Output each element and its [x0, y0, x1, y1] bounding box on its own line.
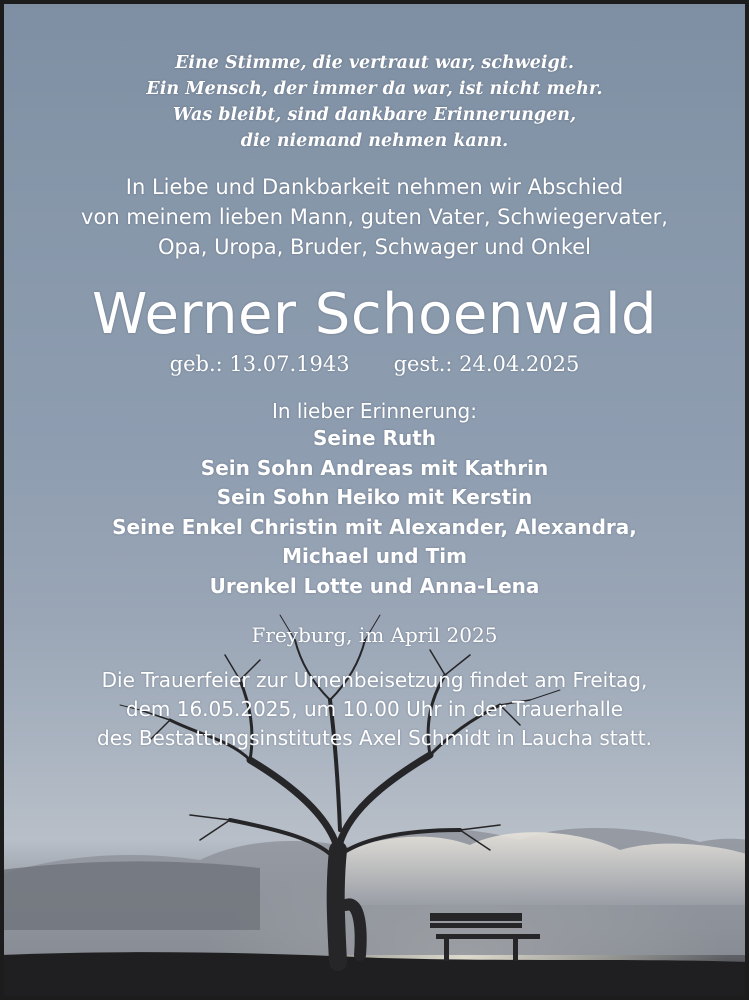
death-date: gest.: 24.04.2025 — [393, 352, 580, 376]
mourner-line: Seine Enkel Christin mit Alexander, Alexandra, — [112, 514, 637, 539]
poem-line: Eine Stimme, die vertraut war, schweigt. — [175, 53, 574, 73]
mourners-list — [0, 424, 749, 601]
poem-line: Ein Mensch, der immer da war, ist nicht mehr. — [146, 79, 603, 99]
intro-line: In Liebe und Dankbarkeit nehmen wir Abschied — [125, 175, 624, 199]
poem-line: Was bleibt, sind dankbare Erinnerungen, — [172, 105, 577, 125]
mourner-line: Sein Sohn Heiko mit Kerstin — [216, 485, 533, 509]
farewell-intro — [0, 172, 749, 262]
mourner-line: Michael und Tim — [282, 544, 467, 568]
poem — [0, 50, 749, 154]
funeral-notice — [0, 666, 749, 753]
mourner-line: Seine Ruth — [312, 426, 437, 450]
notice-line: Die Trauerfeier zur Urnenbeisetzung findet am Freitag, — [101, 668, 648, 692]
deceased-name: Werner Schoenwald — [91, 282, 658, 347]
place-and-date: Freyburg, im April 2025 — [251, 623, 498, 647]
birth-date: geb.: 13.07.1943 — [169, 352, 350, 376]
mourner-line: Sein Sohn Andreas mit Kathrin — [200, 455, 549, 480]
poem-line: die niemand nehmen kann. — [240, 131, 509, 151]
mourner-line: Urenkel Lotte und Anna-Lena — [209, 573, 540, 598]
notice-line: dem 16.05.2025, um 10.00 Uhr in der Trauerhalle — [125, 697, 624, 721]
intro-line: von meinem lieben Mann, guten Vater, Schwiegervater, — [81, 205, 668, 229]
life-dates — [0, 349, 749, 379]
memory-heading: In lieber Erinnerung: — [271, 399, 477, 423]
notice-line: des Bestattungsinstitutes Axel Schmidt in Laucha statt. — [97, 726, 652, 750]
intro-line: Opa, Uropa, Bruder, Schwager und Onkel — [157, 235, 592, 259]
